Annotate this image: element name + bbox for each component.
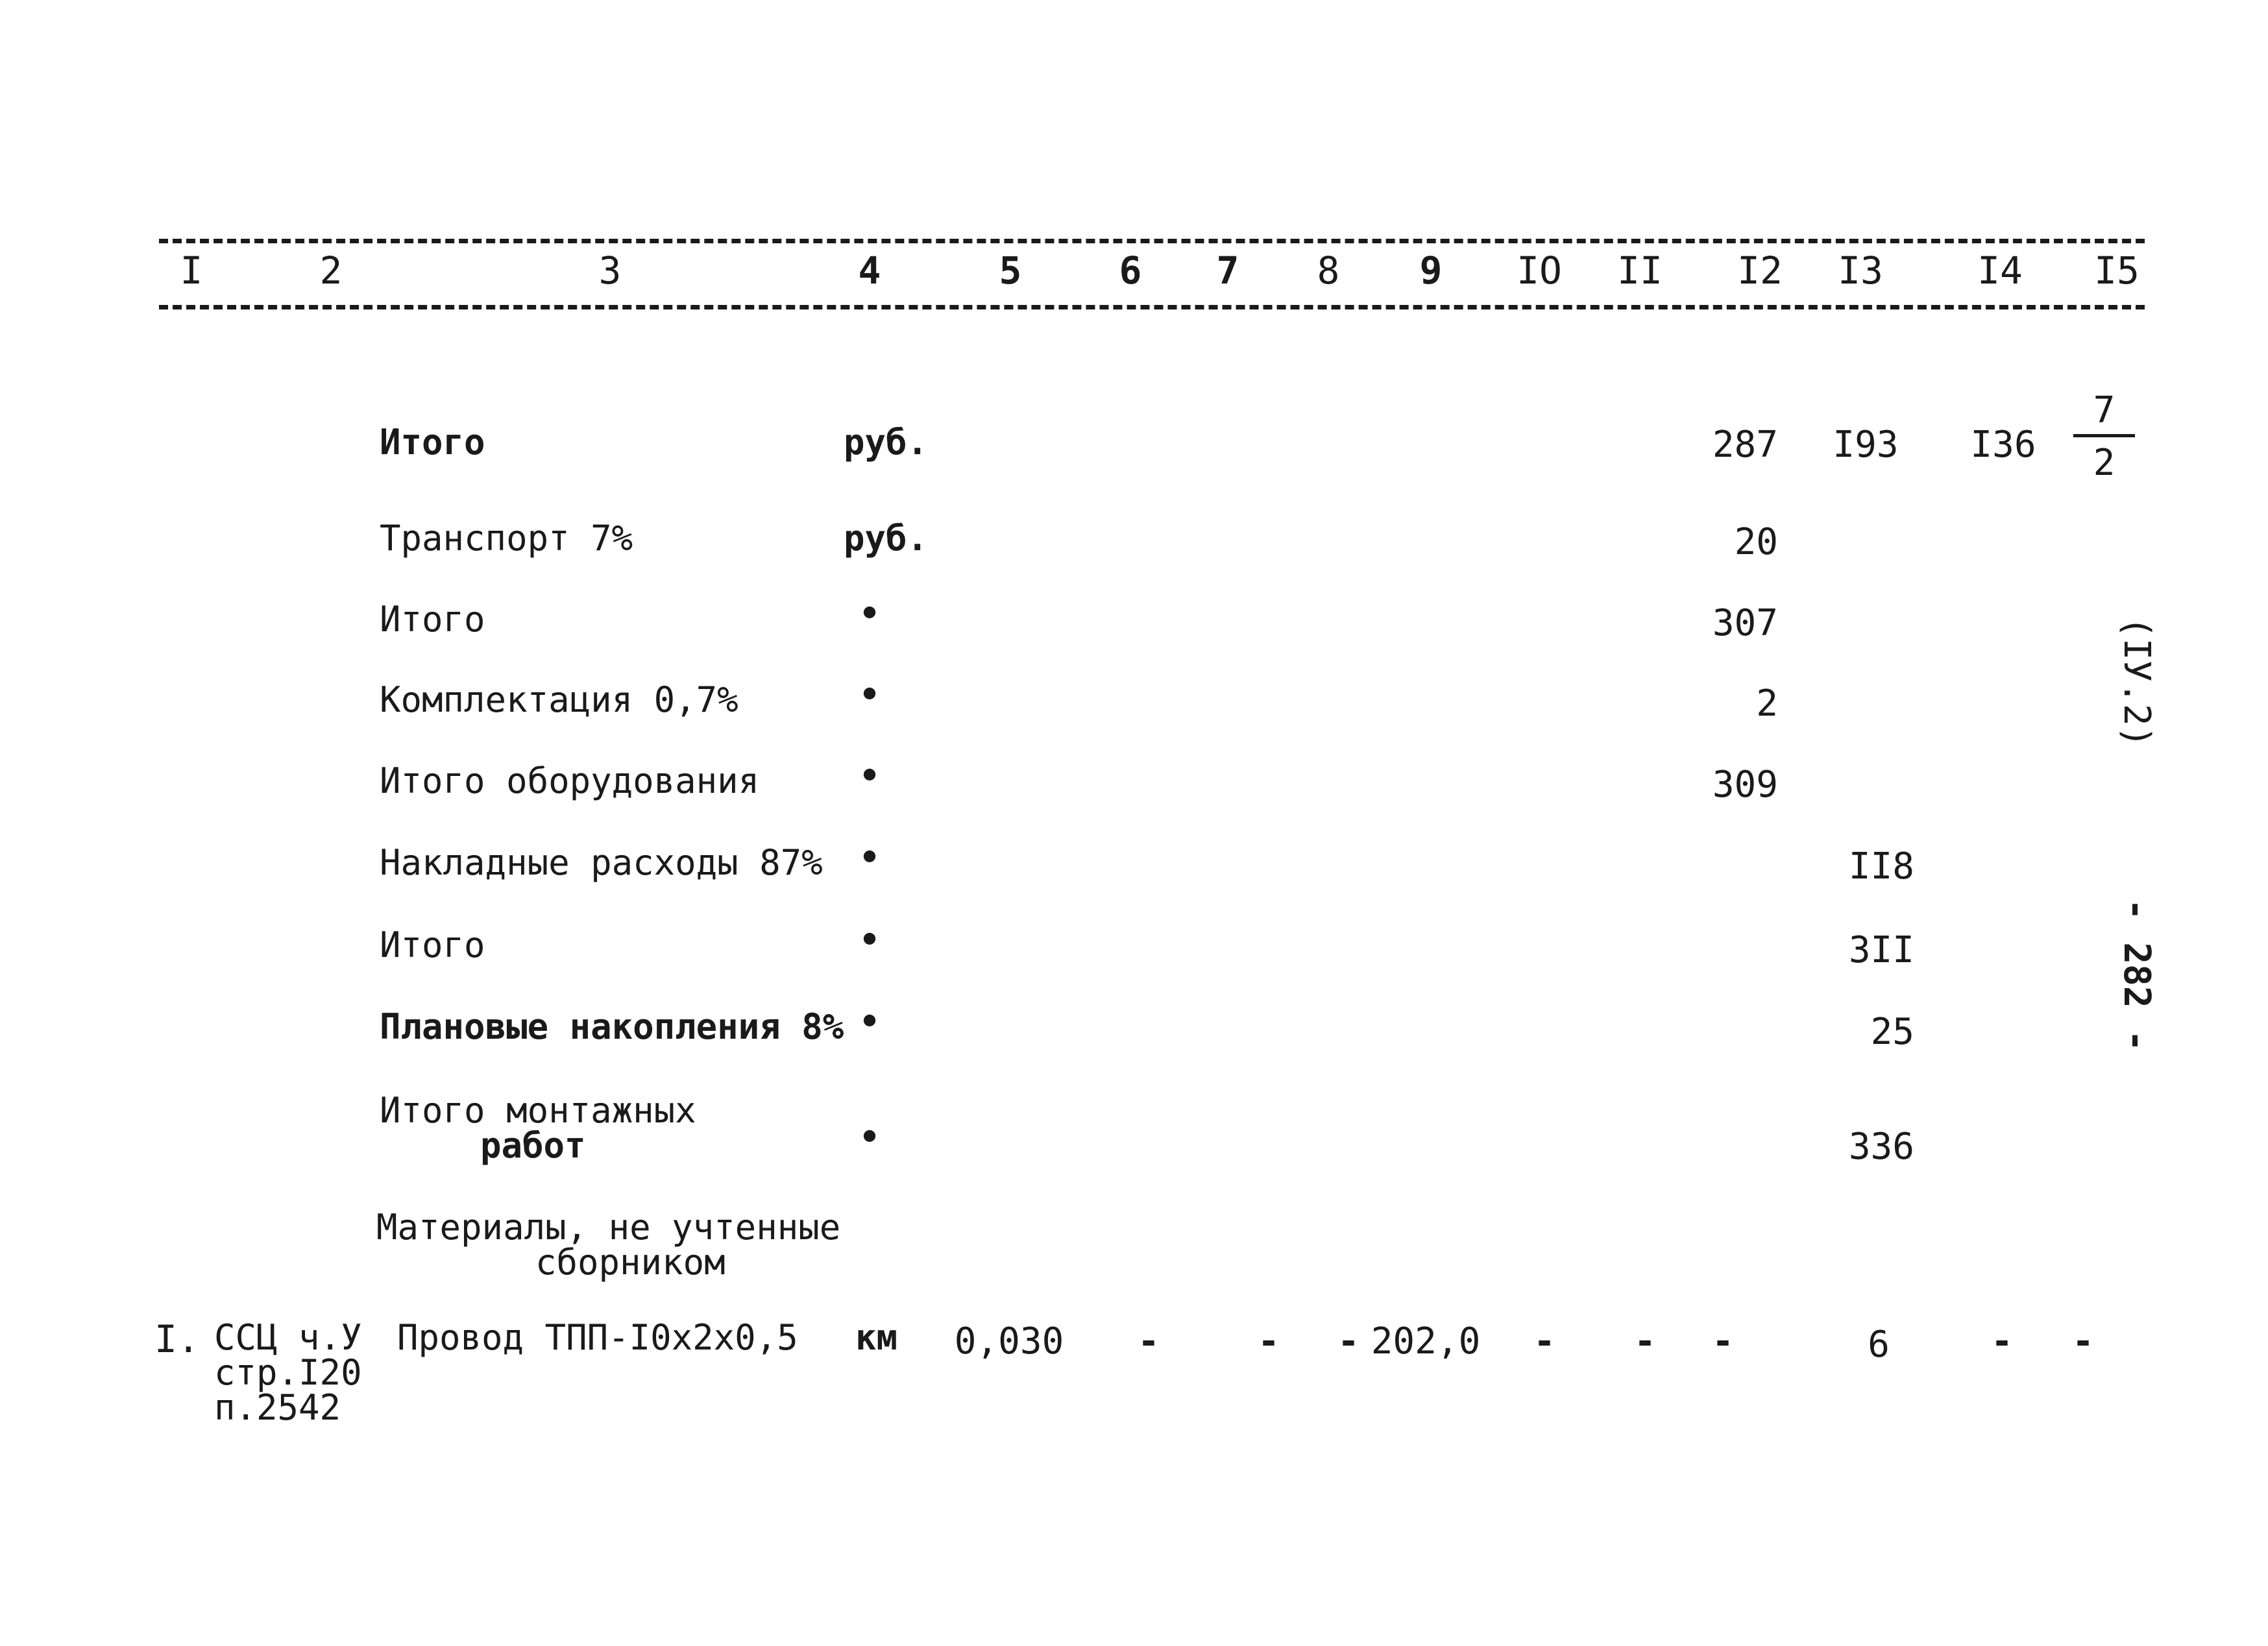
margin-page-number: - 282 - [2116, 899, 2158, 1052]
header-bottom-rule [159, 305, 2145, 309]
item-col11: - [1634, 1320, 1656, 1362]
item-col8: - [1337, 1320, 1360, 1362]
row-unit-4: • [859, 675, 880, 714]
row-unit-1: руб. [844, 422, 929, 463]
row-label-materials-not-included [376, 1207, 841, 1283]
item-col5: 0,030 [954, 1320, 1064, 1362]
item-col9: 202,0 [1371, 1320, 1481, 1362]
item-reference-line2: стр.I20 [214, 1352, 362, 1393]
item-reference-line1: ССЦ ч.У [214, 1317, 362, 1358]
row-unit-5: • [859, 756, 880, 795]
row-label-total-equipment: Итого оборудования [380, 760, 760, 801]
row-3-col12: 307 [1712, 602, 1778, 644]
column-header-1: I [180, 248, 203, 293]
row-unit-6: • [859, 838, 880, 877]
header-top-rule [159, 239, 2145, 243]
column-header-13: I3 [1838, 248, 1883, 293]
row-label-total-installation-line2: работ [480, 1125, 586, 1166]
row-unit-8: • [859, 1002, 880, 1041]
row-label-total-3: Итого [380, 925, 485, 965]
column-header-4: 4 [858, 248, 881, 293]
row-4-col12: 2 [1756, 683, 1778, 725]
item-col13: 6 [1868, 1324, 1890, 1366]
row-1-col13: I93 [1833, 424, 1899, 466]
column-header-7: 7 [1216, 248, 1239, 293]
row-unit-9: • [859, 1118, 880, 1157]
row-label-planned-savings: Плановые накопления 8% [380, 1006, 844, 1047]
column-header-15: I5 [2094, 248, 2140, 293]
column-header-8: 8 [1317, 248, 1340, 293]
row-label-total-1: Итого [380, 422, 485, 463]
row-5-col12: 309 [1712, 764, 1778, 806]
row-unit-7: • [859, 921, 880, 960]
fraction-col15 [2073, 389, 2135, 484]
row-1-col14: I36 [1970, 424, 2036, 466]
column-header-11: II [1617, 248, 1663, 293]
row-label-transport: Транспорт 7% [380, 518, 633, 559]
column-header-6: 6 [1119, 248, 1142, 293]
row-label-total-installation [380, 1090, 696, 1166]
row-label-total-installation-line1: Итого монтажных [380, 1090, 696, 1131]
fraction-bar [2073, 434, 2135, 437]
row-2-col12: 20 [1734, 521, 1778, 563]
row-7-col13: 3II [1848, 929, 1914, 971]
column-header-3: 3 [598, 248, 622, 293]
row-unit-2: руб. [844, 518, 929, 559]
column-header-2: 2 [319, 248, 343, 293]
row-unit-3: • [859, 594, 880, 633]
item-col10: - [1533, 1320, 1555, 1362]
row-label-overhead: Накладные расходы 87% [380, 842, 823, 883]
row-8-col13: 25 [1870, 1011, 1914, 1053]
row-9-col13: 336 [1848, 1126, 1914, 1168]
item-col15: - [2072, 1320, 2094, 1362]
item-col12: - [1712, 1320, 1734, 1362]
item-reference-line3: п.2542 [214, 1387, 341, 1428]
margin-section-code: (IУ.2) [2116, 616, 2158, 748]
row-label-kit: Комплектация 0,7% [380, 679, 738, 720]
column-header-12: I2 [1737, 248, 1783, 293]
column-header-9: 9 [1419, 248, 1443, 293]
column-header-14: I4 [1977, 248, 2023, 293]
row-1-col12: 287 [1712, 424, 1778, 466]
item-col7: - [1258, 1320, 1280, 1362]
item-name: Провод ТПП-I0х2х0,5 [397, 1317, 798, 1358]
item-col14: - [1991, 1320, 2013, 1362]
fraction-denominator: 2 [2093, 442, 2116, 484]
row-label-materials-line2: сборником [535, 1242, 726, 1283]
column-header-5: 5 [999, 248, 1022, 293]
fraction-numerator: 7 [2093, 389, 2116, 431]
row-label-total-2: Итого [380, 599, 485, 640]
item-col6: - [1138, 1320, 1160, 1362]
row-6-col13: II8 [1848, 845, 1914, 888]
item-unit: км [855, 1317, 898, 1358]
item-reference [214, 1317, 362, 1428]
item-number: I. [154, 1317, 200, 1361]
row-label-materials-line1: Материалы, не учтенные [376, 1207, 841, 1248]
column-header-10: IO [1517, 248, 1562, 293]
